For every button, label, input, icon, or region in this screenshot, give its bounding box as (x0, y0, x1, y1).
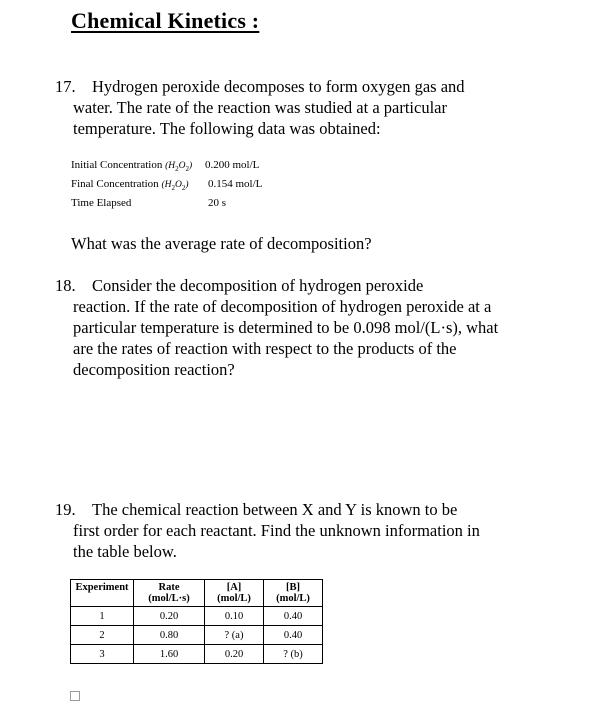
table-cell: 0.80 (134, 626, 205, 645)
table-row (71, 626, 323, 645)
data-value: 0.200 mol/L (205, 159, 260, 171)
column-header: Experiment (71, 580, 134, 607)
table-cell: 2 (71, 626, 134, 645)
question-text-line: first order for each reactant. Find the unknown information in (73, 521, 480, 540)
page-title: Chemical Kinetics : (71, 8, 260, 33)
table-cell: 0.40 (264, 626, 323, 645)
question-number: 18. (55, 276, 76, 295)
question-number: 19. (55, 500, 76, 519)
question-text-line: temperature. The following data was obtained: (73, 119, 381, 138)
table-cell: 0.40 (264, 607, 323, 626)
question-text-line: water. The rate of the reaction was studied at a particular (73, 98, 447, 117)
question-18 (55, 275, 498, 380)
question-text-line: Hydrogen peroxide decomposes to form oxygen gas and (92, 77, 465, 96)
question-text-line: are the rates of reaction with respect to the products of the (73, 339, 457, 358)
column-header: Rate (mol/L·s) (134, 580, 205, 607)
data-label: Time Elapsed (71, 197, 132, 209)
question-17 (55, 76, 465, 139)
table-row (71, 607, 323, 626)
data-value: 20 s (208, 197, 227, 209)
formula: $(H_2O_2)$ (161, 180, 189, 192)
column-header: [A] (mol/L) (205, 580, 264, 607)
table-cell: ? (a) (205, 626, 264, 645)
table-cell: 3 (71, 645, 134, 664)
formula: $(H_2O_2)$ (165, 161, 193, 173)
question-text-line: decomposition reaction? (73, 360, 235, 379)
question-text-line: particular temperature is determined to be 0.098 mol/(L·s), what (73, 318, 499, 337)
question-text-line: Consider the decomposition of hydrogen peroxide (92, 276, 424, 295)
table-cell: 0.10 (205, 607, 264, 626)
table-cell: ? (b) (264, 645, 323, 664)
question-17-prompt: What was the average rate of decomposition? (71, 234, 372, 253)
question-number: 17. (55, 77, 76, 96)
table-row (71, 645, 323, 664)
data-value: 0.154 mol/L (208, 178, 263, 190)
data-label: Final Concentration (71, 178, 159, 190)
question-text-line: the table below. (73, 542, 177, 561)
question-text-line: reaction. If the rate of decomposition of hydrogen peroxide at a (73, 297, 492, 316)
reaction-data-table (70, 579, 323, 664)
table-cell: 1.60 (134, 645, 205, 664)
table-cell: 1 (71, 607, 134, 626)
data-label: Initial Concentration (71, 159, 163, 171)
table-cell: 0.20 (134, 607, 205, 626)
question-text-line: The chemical reaction between X and Y is known to be (92, 500, 458, 519)
question-19 (55, 499, 480, 562)
table-cell: 0.20 (205, 645, 264, 664)
column-header: [B] (mol/L) (264, 580, 323, 607)
table-header-row (71, 580, 323, 607)
